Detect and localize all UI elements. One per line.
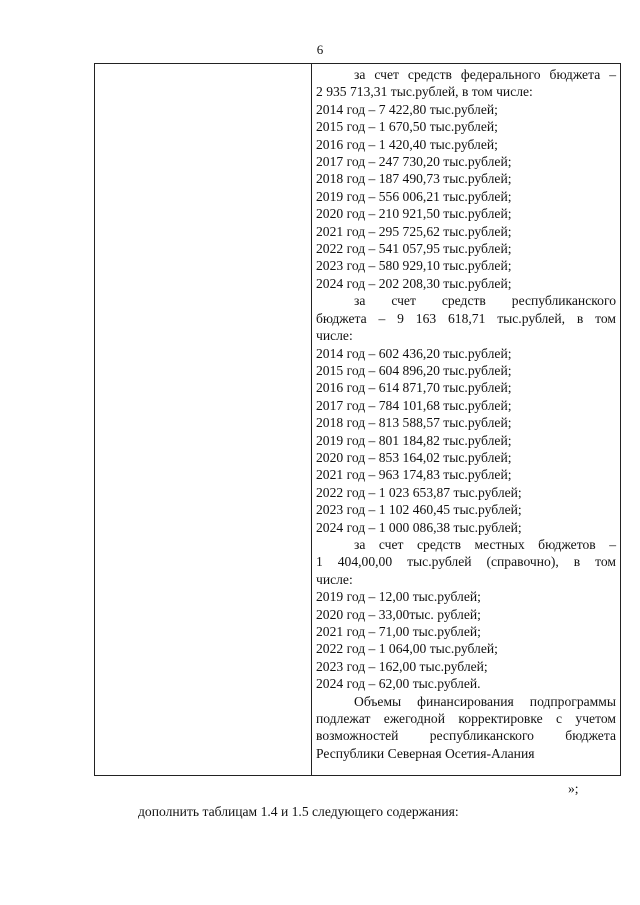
federal-years-list — [316, 101, 616, 292]
financing-table — [94, 63, 621, 776]
republic-year-line: 2024 год – 1 000 086,38 тыс.рублей; — [316, 519, 522, 535]
local-years-list — [316, 588, 616, 692]
footer-text: дополнить таблицам 1.4 и 1.5 следующего содержания: — [138, 804, 459, 819]
local-lead: за счет средств местных бюджетов – — [354, 536, 616, 552]
federal-year-line: 2023 год – 580 929,10 тыс.рублей; — [316, 258, 512, 274]
republic-year-line: 2017 год – 784 101,68 тыс.рублей; — [316, 397, 512, 413]
closing-quote: »; — [568, 781, 579, 796]
republic-year-line: 2019 год – 801 184,82 тыс.рублей; — [316, 432, 512, 448]
federal-year-line: 2014 год – 7 422,80 тыс.рублей; — [316, 101, 498, 117]
republic-total: бюджета – 9 163 618,71 тыс.рублей, в том — [316, 310, 616, 326]
federal-year-line: 2021 год – 295 725,62 тыс.рублей; — [316, 223, 512, 239]
republic-year-line: 2016 год – 614 871,70 тыс.рублей; — [316, 380, 512, 396]
federal-year-line: 2018 год – 187 490,73 тыс.рублей; — [316, 171, 512, 187]
republic-year-line: 2020 год – 853 164,02 тыс.рублей; — [316, 449, 512, 465]
republic-year-line: 2014 год – 602 436,20 тыс.рублей; — [316, 345, 512, 361]
federal-year-line: 2024 год – 202 208,30 тыс.рублей; — [316, 275, 512, 291]
federal-year-line: 2017 год – 247 730,20 тыс.рублей; — [316, 154, 512, 170]
federal-year-line: 2015 год – 1 670,50 тыс.рублей; — [316, 119, 498, 135]
local-year-line: 2023 год – 162,00 тыс.рублей; — [316, 658, 488, 674]
adjustment-note: Объемы финансирования подпрограммы подлежат ежегодной корректировке с учетом возможностей республиканского бюджета Республики Северная Осетия-Алания — [316, 693, 616, 761]
republic-total-continued: числе: — [316, 328, 353, 344]
republic-year-line: 2015 год – 604 896,20 тыс.рублей; — [316, 362, 512, 378]
page-number: 6 — [316, 42, 324, 57]
local-year-line: 2021 год – 71,00 тыс.рублей; — [316, 624, 481, 639]
federal-year-line: 2022 год – 541 057,95 тыс.рублей; — [316, 241, 512, 257]
local-year-line: 2022 год – 1 064,00 тыс.рублей; — [316, 641, 498, 657]
federal-year-line: 2019 год – 556 006,21 тыс.рублей; — [316, 188, 512, 204]
local-year-line: 2024 год – 62,00 тыс.рублей. — [316, 676, 481, 692]
federal-lead: за счет средств федерального бюджета – — [354, 67, 616, 82]
republic-lead: за счет средств республиканского — [354, 293, 616, 309]
local-total: 1 404,00,00 тыс.рублей (справочно), в том — [316, 554, 616, 570]
local-year-line: 2020 год – 33,00тыс. рублей; — [316, 606, 481, 622]
local-total-continued: числе: — [316, 571, 353, 587]
federal-total: 2 935 713,31 тыс.рублей, в том числе: — [316, 84, 533, 100]
republic-year-line: 2022 год – 1 023 653,87 тыс.рублей; — [316, 484, 522, 500]
republic-year-line: 2018 год – 813 588,57 тыс.рублей; — [316, 415, 512, 431]
table-right-cell — [312, 64, 620, 775]
republic-years-list — [316, 345, 616, 536]
federal-year-line: 2016 год – 1 420,40 тыс.рублей; — [316, 136, 498, 152]
table-left-cell — [95, 64, 312, 775]
republic-year-line: 2023 год – 1 102 460,45 тыс.рублей; — [316, 502, 522, 518]
federal-year-line: 2020 год – 210 921,50 тыс.рублей; — [316, 206, 512, 222]
local-year-line: 2019 год – 12,00 тыс.рублей; — [316, 589, 481, 605]
republic-year-line: 2021 год – 963 174,83 тыс.рублей; — [316, 467, 512, 483]
